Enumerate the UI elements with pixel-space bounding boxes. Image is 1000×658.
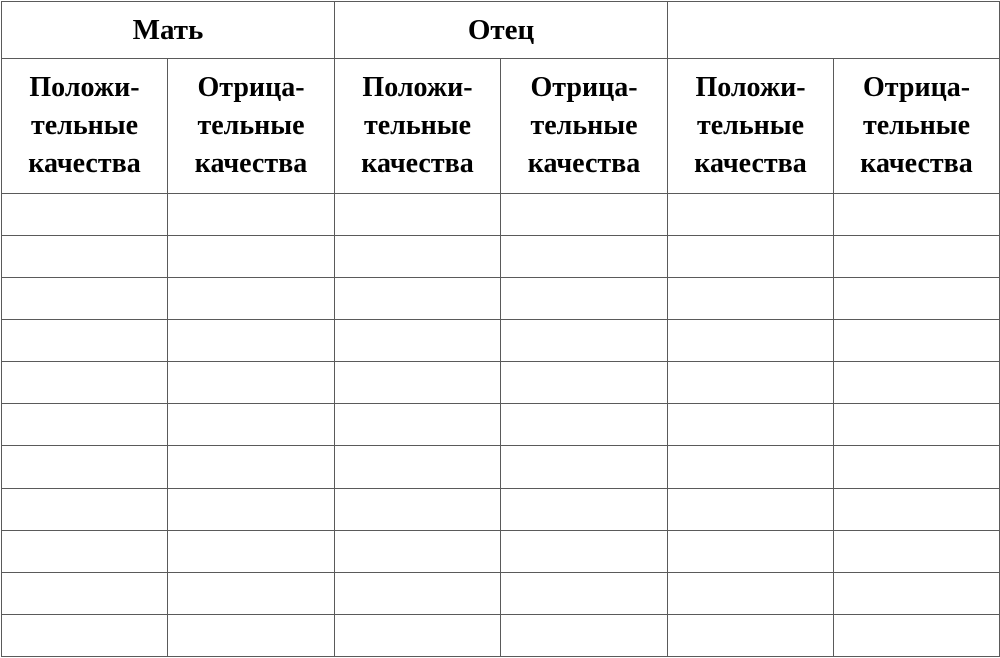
group-header-blank (668, 2, 1000, 59)
table-row (2, 530, 1000, 572)
table-cell[interactable] (168, 320, 335, 362)
table-cell[interactable] (335, 614, 501, 656)
table-cell[interactable] (335, 320, 501, 362)
table-cell[interactable] (2, 320, 168, 362)
column-header-positive (668, 59, 834, 194)
header-line: Отрица- (197, 72, 305, 103)
column-header-positive (2, 59, 168, 194)
table-row (2, 320, 1000, 362)
table-cell[interactable] (668, 362, 834, 404)
table-cell[interactable] (834, 278, 1000, 320)
column-header-positive (335, 59, 501, 194)
table-row (2, 236, 1000, 278)
header-line: качества (694, 148, 807, 179)
table-cell[interactable] (2, 278, 168, 320)
header-line: Положи- (695, 72, 806, 103)
group-header-row (2, 2, 1000, 59)
table-cell[interactable] (335, 236, 501, 278)
header-line: Отрица- (530, 72, 638, 103)
header-line: тельные (197, 110, 305, 141)
table-cell[interactable] (2, 488, 168, 530)
table-cell[interactable] (501, 572, 668, 614)
table-cell[interactable] (668, 614, 834, 656)
header-line: тельные (862, 110, 971, 141)
group-header-mother: Мать (2, 2, 335, 59)
table-row (2, 614, 1000, 656)
table-cell[interactable] (834, 362, 1000, 404)
group-header-father: Отец (335, 2, 668, 59)
table-cell[interactable] (168, 446, 335, 488)
table-cell[interactable] (2, 236, 168, 278)
table-cell[interactable] (168, 194, 335, 236)
header-line: качества (361, 148, 474, 179)
table-cell[interactable] (668, 530, 834, 572)
header-line: тельные (30, 110, 139, 141)
table-row (2, 446, 1000, 488)
table-cell[interactable] (834, 320, 1000, 362)
table-cell[interactable] (168, 362, 335, 404)
table-cell[interactable] (668, 572, 834, 614)
table-cell[interactable] (2, 530, 168, 572)
header-line: Отрица- (863, 72, 971, 103)
table-cell[interactable] (2, 362, 168, 404)
table-cell[interactable] (834, 488, 1000, 530)
table-row (2, 488, 1000, 530)
column-header-negative (168, 59, 335, 194)
table-cell[interactable] (668, 446, 834, 488)
header-line: тельные (363, 110, 472, 141)
header-line: тельные (530, 110, 638, 141)
quality-header-row (2, 59, 1000, 194)
table-cell[interactable] (668, 488, 834, 530)
table-cell[interactable] (335, 404, 501, 446)
table-cell[interactable] (501, 446, 668, 488)
table-cell[interactable] (335, 572, 501, 614)
table-cell[interactable] (168, 404, 335, 446)
qualities-table (1, 1, 1000, 657)
table-row (2, 404, 1000, 446)
table-cell[interactable] (501, 194, 668, 236)
table-cell[interactable] (501, 362, 668, 404)
table-cell[interactable] (168, 236, 335, 278)
header-line: качества (28, 148, 141, 179)
header-line: качества (194, 148, 308, 179)
table-cell[interactable] (335, 488, 501, 530)
table-cell[interactable] (668, 404, 834, 446)
column-header-negative (501, 59, 668, 194)
table-cell[interactable] (335, 446, 501, 488)
table-cell[interactable] (501, 320, 668, 362)
table-cell[interactable] (501, 404, 668, 446)
table-cell[interactable] (834, 530, 1000, 572)
table-cell[interactable] (335, 194, 501, 236)
table-cell[interactable] (2, 446, 168, 488)
table-cell[interactable] (2, 404, 168, 446)
table-cell[interactable] (501, 278, 668, 320)
table-cell[interactable] (501, 236, 668, 278)
header-line: качества (860, 148, 973, 179)
table-cell[interactable] (834, 446, 1000, 488)
table-cell[interactable] (2, 572, 168, 614)
table-cell[interactable] (501, 488, 668, 530)
table-cell[interactable] (168, 530, 335, 572)
table-cell[interactable] (335, 530, 501, 572)
table-cell[interactable] (834, 614, 1000, 656)
table-cell[interactable] (2, 194, 168, 236)
table-row (2, 572, 1000, 614)
table-cell[interactable] (668, 278, 834, 320)
header-line: качества (527, 148, 641, 179)
table-cell[interactable] (168, 488, 335, 530)
table-cell[interactable] (834, 194, 1000, 236)
table-cell[interactable] (501, 614, 668, 656)
header-line: Положи- (29, 72, 140, 103)
table-cell[interactable] (168, 572, 335, 614)
table-cell[interactable] (2, 614, 168, 656)
table-row (2, 194, 1000, 236)
table-cell[interactable] (168, 614, 335, 656)
table-cell[interactable] (335, 362, 501, 404)
table-cell[interactable] (335, 278, 501, 320)
header-line: Положи- (362, 72, 473, 103)
table-row (2, 278, 1000, 320)
table-cell[interactable] (501, 530, 668, 572)
header-line: тельные (696, 110, 805, 141)
table-row (2, 362, 1000, 404)
table-cell[interactable] (668, 194, 834, 236)
table-cell[interactable] (168, 278, 335, 320)
table-cell[interactable] (668, 236, 834, 278)
table-cell[interactable] (834, 404, 1000, 446)
table-cell[interactable] (834, 236, 1000, 278)
table-cell[interactable] (834, 572, 1000, 614)
table-body (2, 194, 1000, 657)
column-header-negative (834, 59, 1000, 194)
table-cell[interactable] (668, 320, 834, 362)
